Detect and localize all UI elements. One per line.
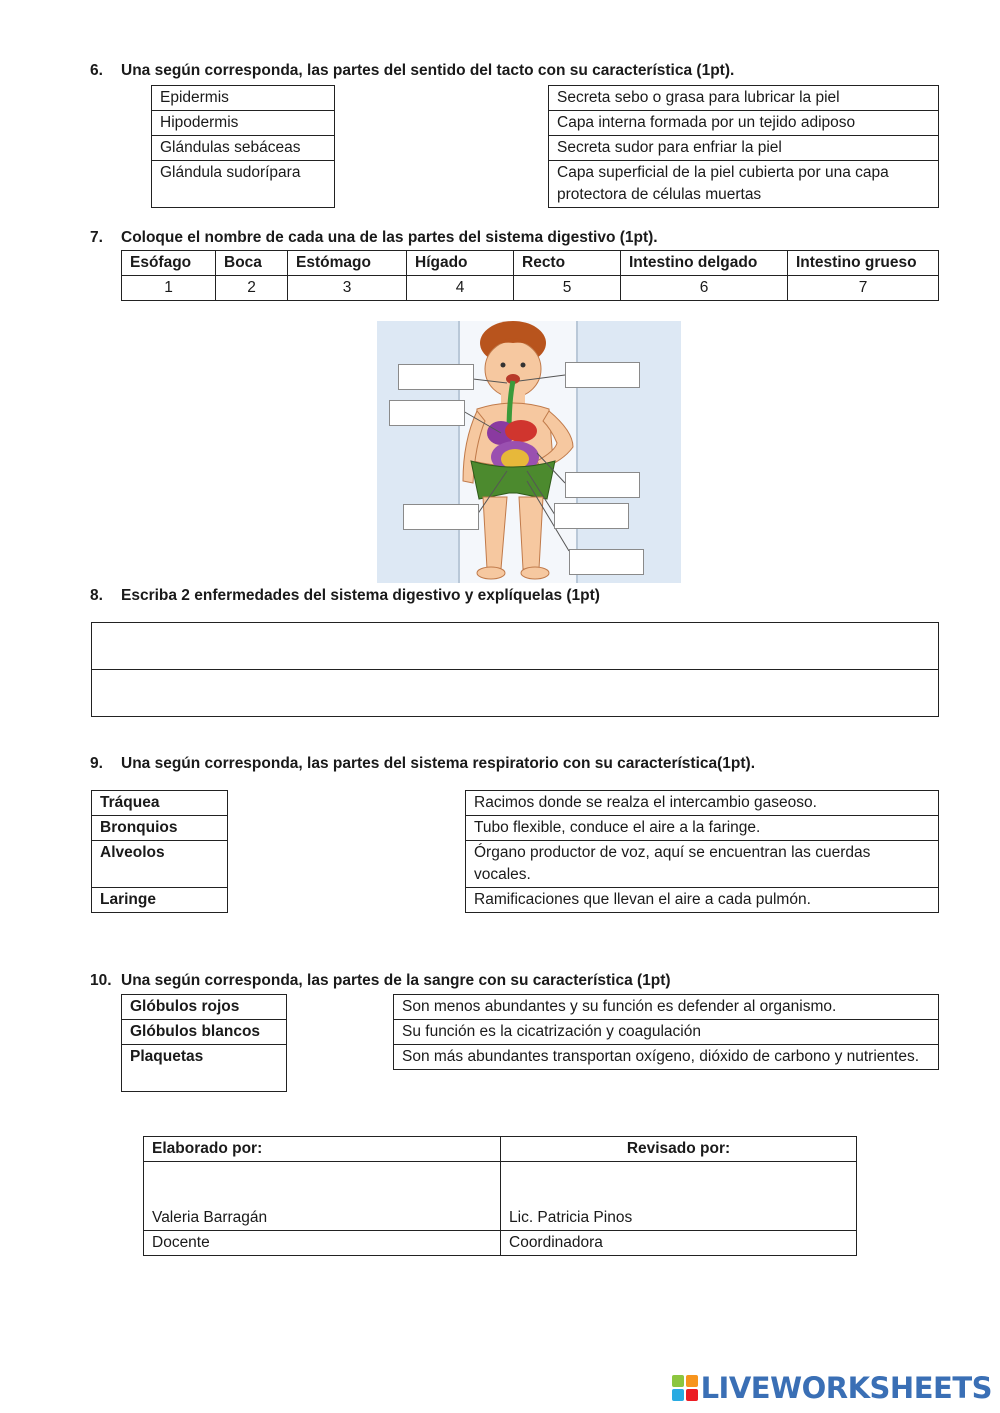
q6-parts-table: [151, 85, 335, 208]
question-6-title: 6. Una según corresponda, las partes del sentido del tacto con su característica (1pt).: [90, 62, 735, 79]
table-row: [122, 1045, 287, 1092]
table-row: [394, 1045, 939, 1070]
label-box-6[interactable]: [554, 503, 629, 529]
reviewed-by-name: Lic. Patricia Pinos: [501, 1162, 857, 1231]
q7-number-4: 4: [407, 276, 514, 301]
table-row: [152, 111, 335, 136]
table-row: [466, 816, 939, 841]
q7-number-2: 2: [216, 276, 288, 301]
q10-part-1[interactable]: Glóbulos rojos: [122, 995, 287, 1020]
reviewed-by-role: Coordinadora: [501, 1231, 857, 1256]
label-box-5[interactable]: [403, 504, 479, 530]
q9-part-1[interactable]: Tráquea: [92, 791, 228, 816]
q10-parts-table: [121, 994, 287, 1092]
table-row: [92, 841, 228, 888]
q7-header-4: Hígado: [407, 251, 514, 276]
table-row: [122, 251, 939, 276]
q7-header-3: Estómago: [288, 251, 407, 276]
q10-characteristics-table: [393, 994, 939, 1070]
q9-characteristic-1[interactable]: Racimos donde se realza el intercambio gaseoso.: [466, 791, 939, 816]
label-box-3[interactable]: [389, 400, 465, 426]
q8-answer-2[interactable]: [92, 670, 939, 717]
q8-answer-table: [91, 622, 939, 717]
table-row: [144, 1162, 857, 1231]
question-10-title: 10. Una según corresponda, las partes de la sangre con su característica (1pt): [90, 972, 671, 989]
q7-header-6: Intestino delgado: [621, 251, 788, 276]
made-by-role: Docente: [144, 1231, 501, 1256]
reviewed-by-label: Revisado por:: [501, 1137, 857, 1162]
q6-part-2[interactable]: Hipodermis: [152, 111, 335, 136]
table-row: [122, 276, 939, 301]
q6-characteristic-4[interactable]: Capa superficial de la piel cubierta por una capa protectora de células muertas: [549, 161, 939, 208]
q9-parts-table: [91, 790, 228, 913]
q7-header-5: Recto: [514, 251, 621, 276]
q7-number-1: 1: [122, 276, 216, 301]
table-row: [549, 136, 939, 161]
q6-characteristic-1[interactable]: Secreta sebo o grasa para lubricar la piel: [549, 86, 939, 111]
table-row: [152, 86, 335, 111]
q9-characteristic-4[interactable]: Ramificaciones que llevan el aire a cada pulmón.: [466, 888, 939, 913]
q6-characteristics-table: [548, 85, 939, 208]
question-8-title: 8. Escriba 2 enfermedades del sistema digestivo y explíquelas (1pt): [90, 587, 600, 604]
label-box-4[interactable]: [565, 472, 640, 498]
q8-answer-1[interactable]: [92, 623, 939, 670]
q9-characteristics-table: [465, 790, 939, 913]
question-7-title: 7. Coloque el nombre de cada una de las partes del sistema digestivo (1pt).: [90, 229, 658, 246]
table-row: [92, 623, 939, 670]
table-row: [92, 888, 228, 913]
q6-part-1[interactable]: Epidermis: [152, 86, 335, 111]
table-row: [549, 161, 939, 208]
q6-part-4[interactable]: Glándula sudorípara: [152, 161, 335, 208]
table-row: [466, 841, 939, 888]
table-row: [122, 1020, 287, 1045]
q6-characteristic-2[interactable]: Capa interna formada por un tejido adiposo: [549, 111, 939, 136]
q7-header-1: Esófago: [122, 251, 216, 276]
q9-characteristic-2[interactable]: Tubo flexible, conduce el aire a la faringe.: [466, 816, 939, 841]
table-row: [144, 1137, 857, 1162]
liveworksheets-logo: [672, 1371, 992, 1405]
q6-characteristic-3[interactable]: Secreta sudor para enfriar la piel: [549, 136, 939, 161]
child-body-drawing: [377, 321, 681, 583]
q10-part-2[interactable]: Glóbulos blancos: [122, 1020, 287, 1045]
table-row: [394, 995, 939, 1020]
q9-characteristic-3[interactable]: Órgano productor de voz, aquí se encuentran las cuerdas vocales.: [466, 841, 939, 888]
made-by-name: Valeria Barragán: [144, 1162, 501, 1231]
table-row: [549, 86, 939, 111]
liveworksheets-wordmark: LIVEWORKSHEETS: [700, 1371, 992, 1405]
q10-characteristic-3[interactable]: Son más abundantes transportan oxígeno, dióxido de carbono y nutrientes.: [394, 1045, 939, 1070]
label-box-1[interactable]: [398, 364, 474, 390]
q9-part-3[interactable]: Alveolos: [92, 841, 228, 888]
q7-header-2: Boca: [216, 251, 288, 276]
table-row: [144, 1231, 857, 1256]
digestive-system-illustration: [377, 321, 681, 583]
q10-characteristic-2[interactable]: Su función es la cicatrización y coagulación: [394, 1020, 939, 1045]
q9-part-2[interactable]: Bronquios: [92, 816, 228, 841]
q9-part-4[interactable]: Laringe: [92, 888, 228, 913]
liveworksheets-icon: [672, 1375, 698, 1401]
q6-part-3[interactable]: Glándulas sebáceas: [152, 136, 335, 161]
table-row: [152, 161, 335, 208]
table-row: [466, 888, 939, 913]
table-row: [92, 670, 939, 717]
label-box-2[interactable]: [565, 362, 640, 388]
q7-header-7: Intestino grueso: [788, 251, 939, 276]
table-row: [92, 816, 228, 841]
table-row: [152, 136, 335, 161]
label-box-7[interactable]: [569, 549, 644, 575]
q7-number-7: 7: [788, 276, 939, 301]
question-9-title: 9. Una según corresponda, las partes del sistema respiratorio con su característica(1pt).: [90, 755, 756, 772]
q10-characteristic-1[interactable]: Son menos abundantes y su función es defender al organismo.: [394, 995, 939, 1020]
table-row: [122, 995, 287, 1020]
q7-number-5: 5: [514, 276, 621, 301]
table-row: [394, 1020, 939, 1045]
q10-part-3[interactable]: Plaquetas: [122, 1045, 287, 1092]
q7-number-6: 6: [621, 276, 788, 301]
table-row: [466, 791, 939, 816]
made-by-label: Elaborado por:: [144, 1137, 501, 1162]
q7-digestive-table: [121, 250, 939, 301]
table-row: [549, 111, 939, 136]
q7-number-3: 3: [288, 276, 407, 301]
signature-table: [143, 1136, 857, 1256]
table-row: [92, 791, 228, 816]
